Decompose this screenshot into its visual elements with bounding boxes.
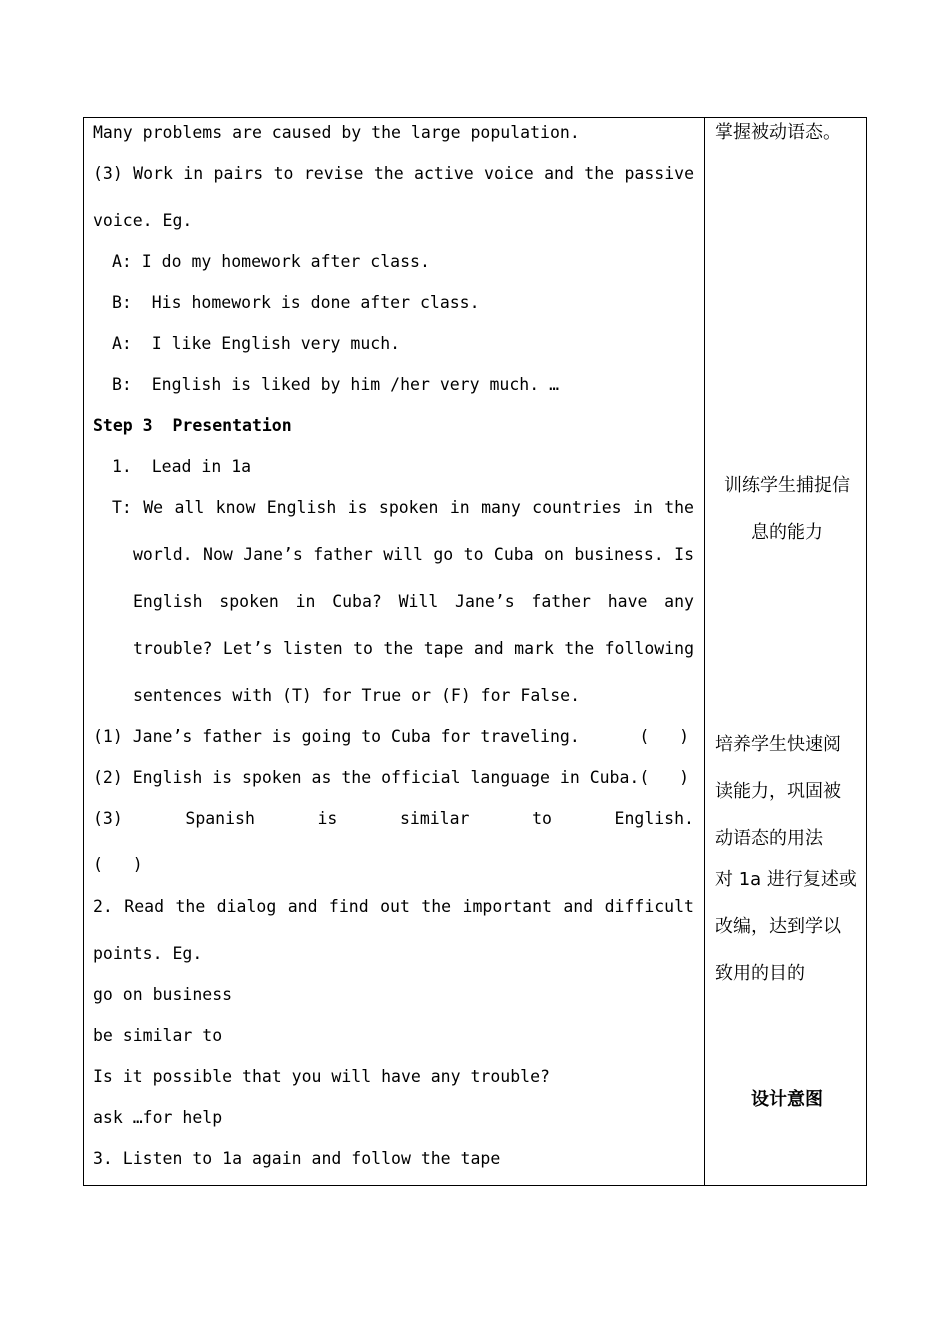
phrase-line: be similar to <box>93 1026 223 1045</box>
statement-line: (3) Spanish is similar to English. <box>93 809 694 828</box>
dialog-line: B: His homework is done after class. <box>112 293 480 312</box>
text-line: 2. Read the dialog and find out the important and difficult <box>93 897 694 916</box>
dialog-line: B: English is liked by him /her very much. … <box>112 375 560 394</box>
note-line: 致用的目的 <box>715 963 805 984</box>
note-line: 息的能力 <box>751 522 823 543</box>
column-divider <box>704 117 705 1186</box>
text-line: 1. Lead in 1a <box>112 457 252 476</box>
statement-line: (2) English is spoken as the official language in Cuba.( ) <box>93 768 690 787</box>
phrase-line: go on business <box>93 985 233 1004</box>
note-line: 训练学生捕捉信 <box>724 475 850 496</box>
note-line: 培养学生快速阅 <box>715 734 841 755</box>
text-line: English spoken in Cuba? Will Jane’s father have any <box>133 592 694 611</box>
statement-line: (1) Jane’s father is going to Cuba for traveling. ( ) <box>93 727 690 746</box>
text-line: 3. Listen to 1a again and follow the tape <box>93 1149 501 1168</box>
text-line: trouble? Let’s listen to the tape and mark the following <box>133 639 694 658</box>
text-line: ( ) <box>93 855 143 874</box>
text-line: points. Eg. <box>93 944 203 963</box>
phrase-line: ask …for help <box>93 1108 223 1127</box>
note-line: 掌握被动语态。 <box>715 122 841 143</box>
text-line: world. Now Jane’s father will go to Cuba on business. Is <box>133 545 694 564</box>
note-line: 读能力，巩固被 <box>715 781 841 802</box>
dialog-line: A: I like English very much. <box>112 334 401 353</box>
text-line: voice. Eg. <box>93 211 193 230</box>
step-heading: Step 3 Presentation <box>93 416 292 435</box>
note-line: 对 1a 进行复述或 <box>715 869 857 890</box>
text-line: sentences with (T) for True or (F) for False. <box>133 686 581 705</box>
note-line: 改编，达到学以 <box>715 916 841 937</box>
note-line: 动语态的用法 <box>715 828 823 849</box>
column-heading: 设计意图 <box>751 1089 823 1110</box>
text-line: Many problems are caused by the large population. <box>93 123 580 142</box>
phrase-line: Is it possible that you will have any trouble? <box>93 1067 550 1086</box>
dialog-line: A: I do my homework after class. <box>112 252 430 271</box>
text-line: T: We all know English is spoken in many countries in the <box>112 498 694 517</box>
text-line: (3) Work in pairs to revise the active voice and the passive <box>93 164 694 183</box>
